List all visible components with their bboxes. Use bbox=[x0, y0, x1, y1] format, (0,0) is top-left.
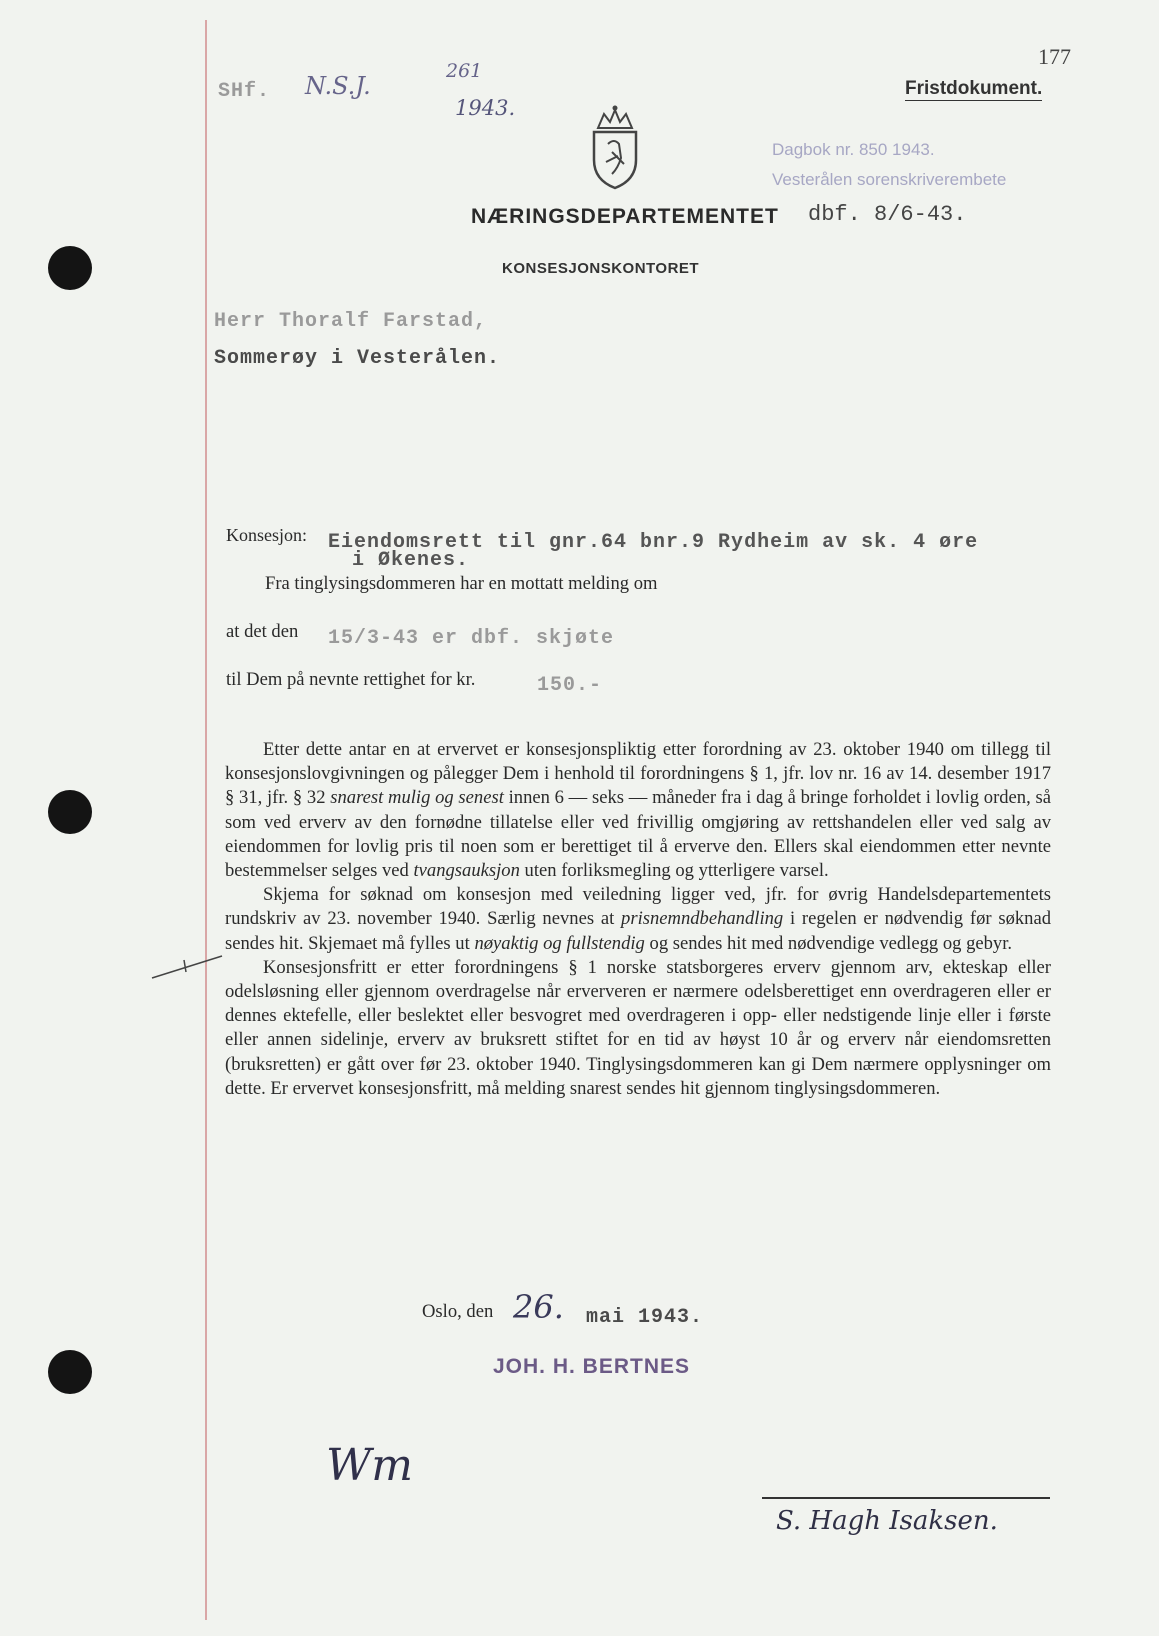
closing-day: 26. bbox=[513, 1288, 564, 1326]
handwritten-number: 261 bbox=[446, 60, 483, 82]
norway-coat-of-arms-icon bbox=[588, 104, 642, 192]
page-number: 177 bbox=[1038, 44, 1071, 69]
handwritten-reference: N.S.J. bbox=[305, 72, 371, 100]
reference-prefix: SHf. bbox=[218, 80, 271, 103]
office-title: KONSESJONSKONTORET bbox=[502, 260, 700, 277]
body-paragraph-1: Etter dette antar en at ervervet er konsesjonspliktig etter forordning av 23. oktober 1940 om tillegg til konsesjonslovgivningen og pålegger Dem i henhold til forordningens § 1, jfr. lov nr. 16 av 14. desember 1917 § 31, jfr. § 32 snarest mulig og senest innen 6 — seks — måneder fra i dag å bringe forholdet i lovlig orden, så som ved erverv av den fornødne tillatelse eller ved frivillig omgjøring av rettshandelen eller ved salg av eiendommen for lovlig pris til noen som er berettiget til å erverve den. Ellers skal eiendommen etter nevnte bestemmelser selges ved tvangsauksjon uten forliksmegling og ytterligere varsel. bbox=[225, 739, 1051, 882]
punch-hole bbox=[48, 1350, 92, 1394]
body-paragraph-2: Skjema for søknad om konsesjon med veiledning ligger ved, jfr. for øvrig Handelsdepartementets rundskriv av 23. november 1940. Særlig nevnes at prisnemndbehandling i regelen er nødvendig før søknad sendes hit. Skjemaet må fylles ut nøyaktig og fullstendig og sendes hit med nødvendige vedlegg og gebyr. bbox=[225, 884, 1052, 954]
concession-line-1: Eiendomsrett til gnr.64 bnr.9 Rydheim av sk. 4 øre bbox=[328, 531, 979, 554]
signatory-stamp: JOH. H. BERTNES bbox=[493, 1355, 691, 1378]
department-title: NÆRINGSDEPARTEMENTET bbox=[471, 205, 779, 228]
closing-month-year: mai 1943. bbox=[586, 1306, 704, 1329]
margin-line bbox=[205, 20, 207, 1620]
body-text bbox=[225, 738, 1051, 1101]
second-signature: S. Hagh Isaksen. bbox=[776, 1506, 998, 1536]
reference-year: 1943. bbox=[455, 96, 516, 120]
margin-mark bbox=[150, 950, 225, 980]
date-value: 15/3-43 er dbf. skjøte bbox=[328, 627, 615, 650]
punch-hole bbox=[48, 790, 92, 834]
price-value: 150.- bbox=[537, 674, 603, 697]
recipient-line-2: Sommerøy i Vesterålen. bbox=[214, 347, 501, 370]
closing-place: Oslo, den bbox=[422, 1301, 494, 1322]
body-paragraph-3: Konsesjonsfritt er etter forordningens § 1 norske statsborgeres erverv gjennom arv, ekteskap eller odelsløsning eller gjennom overdragelse når erververen er nærmere odelsberettiget enn overdrageren eller er dennes ektefelle, eller beslektet eller besvogret med overdrageren i opp- eller nedstigende linje eller i første eller annen sidelinje, erverv av bruksrett stiftet for en tid av høyst 10 år og erverv når eiendomsretten (bruksretten) er gått over før 23. oktober 1940. Tinglysingsdommeren kan gi Dem nærmere opplysninger om dette. Er ervervet konsesjonsfritt, må melding snarest sendes hit gjennom tinglysingsdommeren. bbox=[225, 956, 1051, 1099]
recipient-line-1: Herr Thoralf Farstad, bbox=[214, 310, 488, 333]
office-stamp: Vesterålen sorenskriverembete bbox=[772, 170, 1007, 189]
dbf-note: dbf. 8/6-43. bbox=[808, 202, 967, 227]
signature-line bbox=[762, 1497, 1050, 1499]
punch-hole bbox=[48, 246, 92, 290]
document-type: Fristdokument. bbox=[905, 78, 1043, 99]
diary-stamp: Dagbok nr. 850 1943. bbox=[772, 140, 935, 159]
concession-label: Konsesjon: bbox=[226, 525, 307, 545]
concession-line-2: i Økenes. bbox=[352, 549, 470, 572]
date-label: at det den bbox=[226, 621, 299, 642]
notice-line: Fra tinglysingsdommeren har en mottatt melding om bbox=[265, 573, 658, 594]
price-label: til Dem på nevnte rettighet for kr. bbox=[226, 669, 476, 690]
handwritten-initials: Wm bbox=[326, 1440, 413, 1491]
